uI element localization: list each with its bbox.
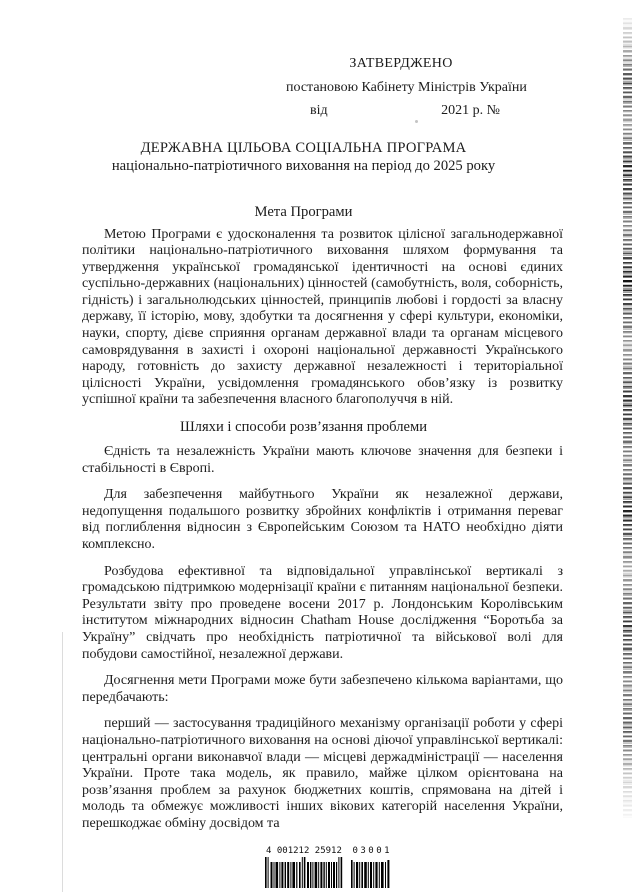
- body-paragraph: Єдність та незалежність України мають ключове значення для безпеки і стабільності в Європі.: [82, 444, 563, 476]
- approval-date-line: [286, 99, 530, 123]
- body-paragraph: Метою Програми є удосконалення та розвиток цілісної загальнодержавної політики національно-патріотичного виховання шляхом формування та утвердження української громадянської ідентичності на основі єдиних суспільно-державних (національних) цінностей (самобутність, воля, соборність, гідність) і загальнолюдських цінностей, принципів любові і гордості за власну державу, її історію, мову, здобутки та досягнення у сфері культури, економіки, науки, спорту, дієве сприяння органам державної влади та органам місцевого самоврядування в захисті і охороні національної державності Українського народу, готовність до захисту державної незалежності і територіальної цілісності України, усвідомлення громадянського обов’язку із розвитку успішної країни та забезпечення власного благополуччя в ній.: [82, 226, 563, 408]
- document-content: [82, 0, 563, 888]
- section-heading-goal: Мета Програми: [254, 203, 353, 220]
- approval-stamp: ЗАТВЕРДЖЕНО: [349, 56, 453, 71]
- section-goal: [82, 204, 563, 410]
- approval-date-suffix: 2021 р. №: [441, 103, 500, 118]
- barcode-main-digits: 4 001212 25912: [266, 845, 342, 856]
- body-paragraph: перший — застосування традиційного механізму організації роботи у сфері національно-патріотичного виховання на основі діючої управлінської вертикалі: центральні органи виконавчої влади — місцеві держадміністрації — населення України. Проте така модель, як правило, майже цілком орієнтована на розв’язання проблем за рахунок бюджетних коштів, спрямована на дітей і молодь та обмежує можливості інших вікових категорій населення України, перешкоджає обміну досвідом та: [82, 716, 563, 831]
- scan-fold-line: [62, 632, 63, 892]
- scan-artifact-strip: [623, 18, 632, 818]
- barcode-supplement-group: [350, 847, 392, 888]
- document-title: ДЕРЖАВНА ЦІЛЬОВА СОЦІАЛЬНА ПРОГРАМА: [140, 139, 467, 156]
- barcode-supplement-bars: [351, 857, 391, 888]
- body-paragraph: Досягнення мети Програми може бути забезпечено кількома варіантами, що передбачають:: [82, 673, 563, 705]
- barcode-main-group: [265, 847, 343, 888]
- body-paragraph: Розбудова ефективної та відповідальної управлінської вертикалі з громадською підтримкою модернізації країни є питанням національної безпеки. Результати звіту про проведене восени 2017 р. Лондонським Королівським інститутом міжнародних відносин Chatham House дослідження “Боротьба за Україну” свідчать про необхідність патріотичної та військової волі для побудови самостійної, незалежної держави.: [82, 563, 563, 662]
- approval-block: [286, 52, 530, 123]
- section-ways: [82, 419, 563, 832]
- barcode-main-bars: [265, 857, 343, 888]
- body-paragraph: Для забезпечення майбутнього України як незалежної держави, недопущення подальшого розвитку збройних конфліктів і отримання переваг від поглиблення відносин з Європейським Союзом та НАТО необхідно діяти комплексно.: [82, 487, 563, 552]
- section-heading-ways: Шляхи і способи розв’язання проблеми: [179, 419, 428, 436]
- approval-date-prefix: від: [310, 103, 328, 118]
- barcode: [88, 847, 569, 888]
- barcode-supplement-digits: 03001: [352, 845, 393, 856]
- document-subtitle: національно-патріотичного виховання на період до 2025 року: [111, 157, 496, 174]
- approval-authority: постановою Кабінету Міністрів України: [286, 79, 527, 95]
